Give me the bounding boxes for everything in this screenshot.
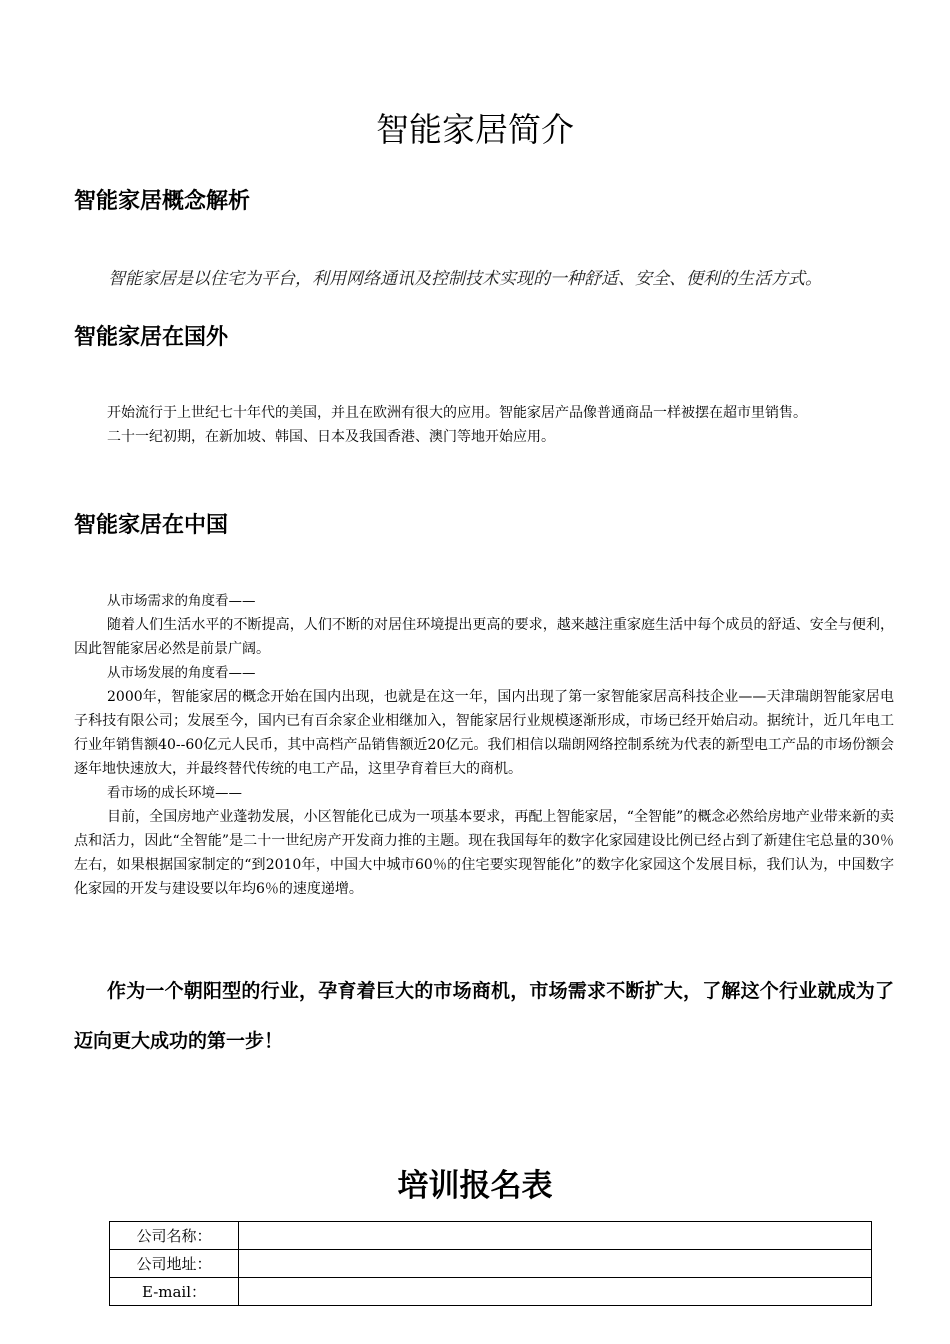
para2-part-c: ；发展至今，国内已有百余家企业相继加入，智能家居行业规模逐渐形成，市场已经开始启动。据统计，近几年电工行业年销售额40--60亿元人民币，其中高档产品销售额近20亿元。我们相信以 bbox=[74, 713, 894, 753]
subheading-market-demand: 从市场需求的角度看—— bbox=[107, 593, 256, 609]
closing-statement: 作为一个朝阳型的行业，孕育着巨大的市场商机，市场需求不断扩大，了解这个行业就成为了迈向更大成功的第一步！ bbox=[74, 980, 894, 1052]
form-label-company-address: 公司地址： bbox=[110, 1250, 239, 1278]
abroad-paragraph-2: 二十一纪初期，在新加坡、韩国、日本及我国香港、澳门等地开始应用。 bbox=[107, 429, 555, 445]
form-field-company-name[interactable] bbox=[239, 1222, 872, 1250]
china-paragraph-2 bbox=[74, 685, 894, 781]
section-heading-abroad: 智能家居在国外 bbox=[74, 325, 229, 350]
form-row-email bbox=[110, 1278, 872, 1306]
section-heading-china: 智能家居在中国 bbox=[74, 513, 229, 538]
section-heading-concept: 智能家居概念解析 bbox=[74, 189, 251, 214]
form-row-company-address bbox=[110, 1250, 872, 1278]
abroad-paragraph-1: 开始流行于上世纪七十年代的美国，并且在欧洲有很大的应用。智能家居产品像普通商品一样被摆在超市里销售。 bbox=[107, 405, 807, 421]
subheading-market-development: 从市场发展的角度看—— bbox=[107, 665, 256, 681]
form-field-company-address[interactable] bbox=[239, 1250, 872, 1278]
page-title: 智能家居简介 bbox=[376, 110, 574, 149]
form-label-email: E-mail： bbox=[110, 1278, 239, 1306]
china-paragraph-3: 目前，全国房地产业蓬勃发展，小区智能化已成为一项基本要求，再配上智能家居，“全智能”的概念必然给房地产业带来新的卖点和活力，因此“全智能”是二十一世纪房产开发商力推的主题。现在我国每年的数字化家园建设比例已经占到了新建住宅总量的30％左右，如果根据国家制定的“到2010年，中国大中城市60％的住宅要实现智能化”的数字化家园这个发展目标，我们认为，中国数字化家园的开发与建设要以年均6％的速度递增。 bbox=[74, 809, 894, 897]
para2-part-a: 2000年，智能家居的概念开始在国内出现，也就是在这一年， bbox=[107, 689, 498, 705]
para2-part-e: 为代表的新型电工产品的市场份额会逐年地快速放大，并最终替代传统的电工产品，这里孕育着巨大的商机。 bbox=[74, 737, 895, 777]
form-title: 培训报名表 bbox=[397, 1168, 553, 1204]
form-field-email[interactable] bbox=[239, 1278, 872, 1306]
form-row-company-name bbox=[110, 1222, 872, 1250]
china-paragraph-1: 随着人们生活水平的不断提高，人们不断的对居住环境提出更高的要求，越来越注重家庭生活中每个成员的舒适、安全与便利，因此智能家居必然是前景广阔。 bbox=[74, 617, 894, 657]
concept-text: 智能家居是以住宅为平台，利用网络通讯及控制技术实现的一种舒适、安全、便利的生活方式。 bbox=[108, 269, 822, 289]
para2-highlight-system: 瑞朗网络控制系统 bbox=[557, 737, 670, 753]
registration-form-table bbox=[109, 1221, 872, 1306]
subheading-growth-environment: 看市场的成长环境—— bbox=[107, 785, 242, 801]
china-section bbox=[74, 589, 894, 901]
para2-highlight-company: 国内出现了第一家智能家居高科技企业——天津瑞朗智能家居电子科技有限公司 bbox=[74, 689, 894, 729]
abroad-section bbox=[74, 401, 894, 449]
form-label-company-name: 公司名称： bbox=[110, 1222, 239, 1250]
